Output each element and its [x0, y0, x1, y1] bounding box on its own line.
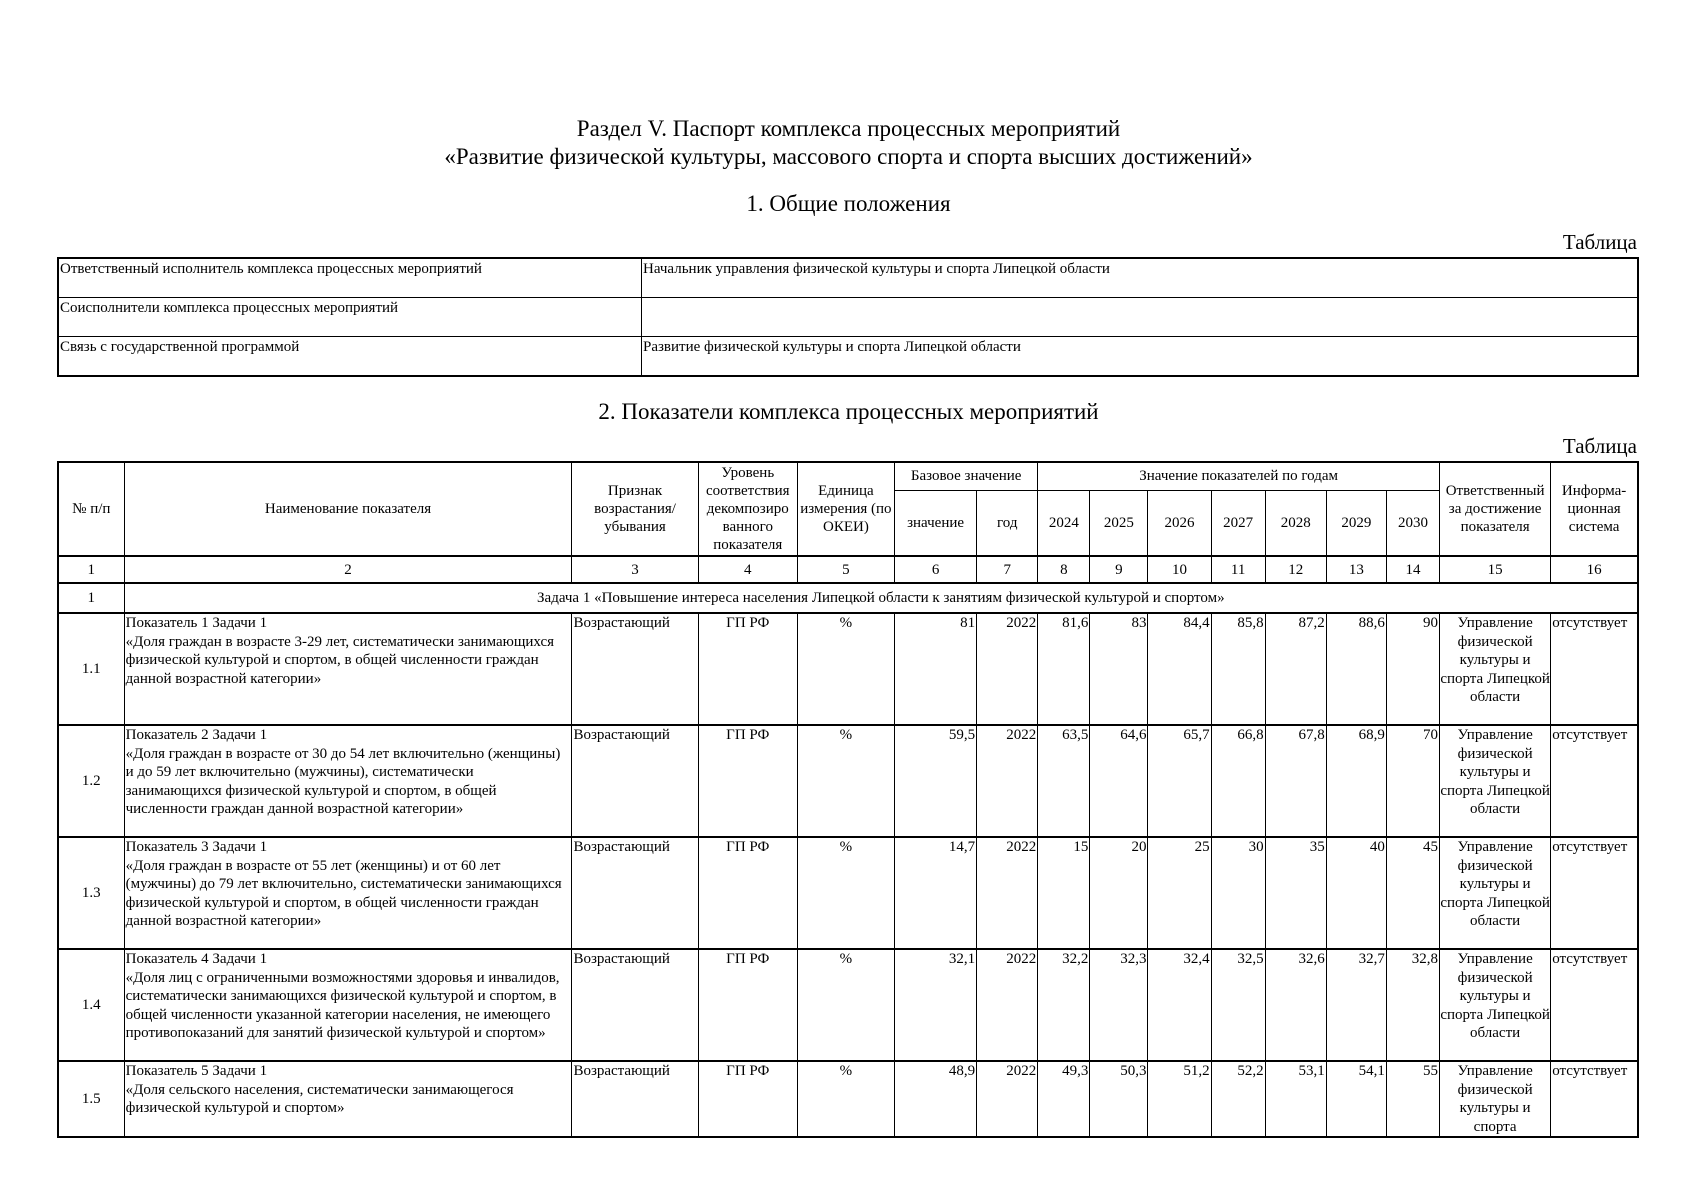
indicator-num: 1.5 [58, 1061, 124, 1137]
base-value: 48,9 [895, 1061, 977, 1137]
indicator-system: отсутствует [1551, 837, 1638, 949]
table-row [58, 949, 1638, 1061]
year-value: 55 [1386, 1061, 1439, 1137]
header-responsible: Ответственный за достижение показателя [1440, 462, 1551, 556]
indicator-unit: % [797, 613, 894, 725]
year-value: 15 [1038, 837, 1090, 949]
indicator-system: отсутствует [1551, 613, 1638, 725]
indicator-level: ГП РФ [698, 837, 797, 949]
base-year: 2022 [977, 1061, 1038, 1137]
table-row [58, 337, 1638, 377]
row-label: Соисполнители комплекса процессных мероприятий [58, 298, 642, 337]
year-value: 87,2 [1265, 613, 1326, 725]
column-number: 6 [895, 556, 977, 583]
header-name: Наименование показателя [124, 462, 572, 556]
indicator-level: ГП РФ [698, 949, 797, 1061]
row-label: Связь с государственной программой [58, 337, 642, 377]
year-value: 84,4 [1148, 613, 1211, 725]
indicator-responsible [1440, 725, 1551, 837]
indicator-name: Показатель 4 Задачи 1 «Доля лиц с ограниченными возможностями здоровья и инвалидов, систематически занимающихся физической культурой и спортом, в общей численности указанной категории населения, не имеющего противопоказаний для занятий физической культурой и спортом» [124, 949, 572, 1061]
header-year: 2025 [1090, 490, 1148, 556]
general-provisions-table [57, 257, 1639, 377]
responsible-text: Управление физической культуры и спорта Липецкой области [1440, 727, 1550, 817]
indicator-system: отсутствует [1551, 725, 1638, 837]
header-year: 2029 [1326, 490, 1386, 556]
column-number: 12 [1265, 556, 1326, 583]
responsible-text: Управление физической культуры и спорта Липецкой области [1440, 839, 1550, 929]
table-row [58, 725, 1638, 837]
year-value: 35 [1265, 837, 1326, 949]
column-numbers-row [58, 556, 1638, 583]
year-value: 32,3 [1090, 949, 1148, 1061]
column-number: 2 [124, 556, 572, 583]
year-value: 51,2 [1148, 1061, 1211, 1137]
header-year: 2024 [1038, 490, 1090, 556]
header-num: № п/п [58, 462, 124, 556]
indicator-direction: Возрастающий [572, 837, 698, 949]
table-row [58, 1061, 1638, 1137]
year-value: 85,8 [1211, 613, 1265, 725]
indicator-name: Показатель 5 Задачи 1 «Доля сельского населения, систематически занимающегося физической культурой и спортом» [124, 1061, 572, 1137]
indicator-unit: % [797, 725, 894, 837]
indicator-level: ГП РФ [698, 725, 797, 837]
task-num: 1 [58, 583, 124, 613]
column-number: 10 [1148, 556, 1211, 583]
year-value: 53,1 [1265, 1061, 1326, 1137]
column-number: 1 [58, 556, 124, 583]
indicator-responsible [1440, 837, 1551, 949]
section-title-line2: «Развитие физической культуры, массового спорта и спорта высших достижений» [444, 144, 1253, 169]
header-level: Уровень соответствия декомпозиро ванного показателя [698, 462, 797, 556]
header-system: Информа- ционная система [1551, 462, 1638, 556]
header-year: 2030 [1386, 490, 1439, 556]
header-year: 2028 [1265, 490, 1326, 556]
row-value: Развитие физической культуры и спорта Липецкой области [642, 337, 1639, 377]
indicator-system: отсутствует [1551, 1061, 1638, 1137]
indicators-table [57, 461, 1639, 1138]
indicator-num: 1.4 [58, 949, 124, 1061]
indicators-heading: 2. Показатели комплекса процессных мероприятий [598, 399, 1099, 424]
column-number: 11 [1211, 556, 1265, 583]
header-base-value: значение [895, 490, 977, 556]
indicator-num: 1.1 [58, 613, 124, 725]
header-year: 2027 [1211, 490, 1265, 556]
column-number: 8 [1038, 556, 1090, 583]
year-value: 50,3 [1090, 1061, 1148, 1137]
header-direction: Признак возрастания/ убывания [572, 462, 698, 556]
indicator-num: 1.3 [58, 837, 124, 949]
year-value: 32,6 [1265, 949, 1326, 1061]
indicator-direction: Возрастающий [572, 725, 698, 837]
indicator-level: ГП РФ [698, 613, 797, 725]
indicator-direction: Возрастающий [572, 613, 698, 725]
year-value: 83 [1090, 613, 1148, 725]
year-value: 90 [1386, 613, 1439, 725]
base-value: 59,5 [895, 725, 977, 837]
row-value: Начальник управления физической культуры и спорта Липецкой области [642, 258, 1639, 298]
row-label: Ответственный исполнитель комплекса процессных мероприятий [58, 258, 642, 298]
year-value: 63,5 [1038, 725, 1090, 837]
table-row [58, 837, 1638, 949]
year-value: 32,7 [1326, 949, 1386, 1061]
header-year: 2026 [1148, 490, 1211, 556]
indicator-name: Показатель 1 Задачи 1 «Доля граждан в возрасте 3-29 лет, систематически занимающихся физической культурой и спортом, в общей численности граждан данной возрастной категории» [124, 613, 572, 725]
header-years-group: Значение показателей по годам [1038, 462, 1440, 490]
year-value: 40 [1326, 837, 1386, 949]
column-number: 9 [1090, 556, 1148, 583]
responsible-text: Управление физической культуры и спорта Липецкой области [1440, 615, 1550, 705]
responsible-text: Управление физической культуры и спорта [1457, 1063, 1533, 1135]
header-unit: Единица измерения (по ОКЕИ) [797, 462, 894, 556]
year-value: 88,6 [1326, 613, 1386, 725]
general-provisions-heading: 1. Общие положения [746, 191, 951, 216]
year-value: 45 [1386, 837, 1439, 949]
column-number: 5 [797, 556, 894, 583]
base-year: 2022 [977, 613, 1038, 725]
indicator-responsible [1440, 1061, 1551, 1137]
indicator-name: Показатель 3 Задачи 1 «Доля граждан в возрасте от 55 лет (женщины) и от 60 лет (мужчины) до 79 лет включительно, систематически занимающихся физической культурой и спортом, в общей численности граждан данной возрастной категории» [124, 837, 572, 949]
year-value: 81,6 [1038, 613, 1090, 725]
year-value: 32,5 [1211, 949, 1265, 1061]
column-number: 4 [698, 556, 797, 583]
indicator-unit: % [797, 1061, 894, 1137]
table-row [58, 298, 1638, 337]
header-base-year: год [977, 490, 1038, 556]
indicator-responsible [1440, 613, 1551, 725]
indicator-unit: % [797, 837, 894, 949]
table-row [58, 258, 1638, 298]
year-value: 68,9 [1326, 725, 1386, 837]
indicator-direction: Возрастающий [572, 949, 698, 1061]
year-value: 32,8 [1386, 949, 1439, 1061]
section-title-line1: Раздел V. Паспорт комплекса процессных мероприятий [576, 116, 1121, 141]
year-value: 52,2 [1211, 1061, 1265, 1137]
year-value: 30 [1211, 837, 1265, 949]
table-label-1: Таблица [1562, 230, 1637, 254]
base-value: 14,7 [895, 837, 977, 949]
indicator-num: 1.2 [58, 725, 124, 837]
responsible-text: Управление физической культуры и спорта Липецкой области [1440, 951, 1550, 1041]
year-value: 20 [1090, 837, 1148, 949]
year-value: 64,6 [1090, 725, 1148, 837]
task-text: Задача 1 «Повышение интереса населения Липецкой области к занятиям физической культурой и спортом» [124, 583, 1638, 613]
base-year: 2022 [977, 837, 1038, 949]
column-number: 15 [1440, 556, 1551, 583]
year-value: 32,4 [1148, 949, 1211, 1061]
column-number: 13 [1326, 556, 1386, 583]
year-value: 66,8 [1211, 725, 1265, 837]
base-year: 2022 [977, 725, 1038, 837]
header-row [58, 462, 1638, 490]
indicator-unit: % [797, 949, 894, 1061]
column-number: 3 [572, 556, 698, 583]
year-value: 70 [1386, 725, 1439, 837]
year-value: 54,1 [1326, 1061, 1386, 1137]
year-value: 32,2 [1038, 949, 1090, 1061]
row-value [642, 298, 1639, 337]
year-value: 67,8 [1265, 725, 1326, 837]
base-value: 81 [895, 613, 977, 725]
year-value: 49,3 [1038, 1061, 1090, 1137]
task-row [58, 583, 1638, 613]
table-label-2: Таблица [1562, 434, 1637, 458]
table-row [58, 613, 1638, 725]
year-value: 65,7 [1148, 725, 1211, 837]
indicator-system: отсутствует [1551, 949, 1638, 1061]
indicator-responsible [1440, 949, 1551, 1061]
column-number: 7 [977, 556, 1038, 583]
indicator-direction: Возрастающий [572, 1061, 698, 1137]
column-number: 14 [1386, 556, 1439, 583]
indicator-level: ГП РФ [698, 1061, 797, 1137]
indicator-name: Показатель 2 Задачи 1 «Доля граждан в возрасте от 30 до 54 лет включительно (женщины) и до 59 лет включительно (мужчины), систематически занимающихся физической культурой и спортом, в общей численности граждан данной возрастной категории» [124, 725, 572, 837]
column-number: 16 [1551, 556, 1638, 583]
base-value: 32,1 [895, 949, 977, 1061]
year-value: 25 [1148, 837, 1211, 949]
base-year: 2022 [977, 949, 1038, 1061]
header-base: Базовое значение [895, 462, 1038, 490]
